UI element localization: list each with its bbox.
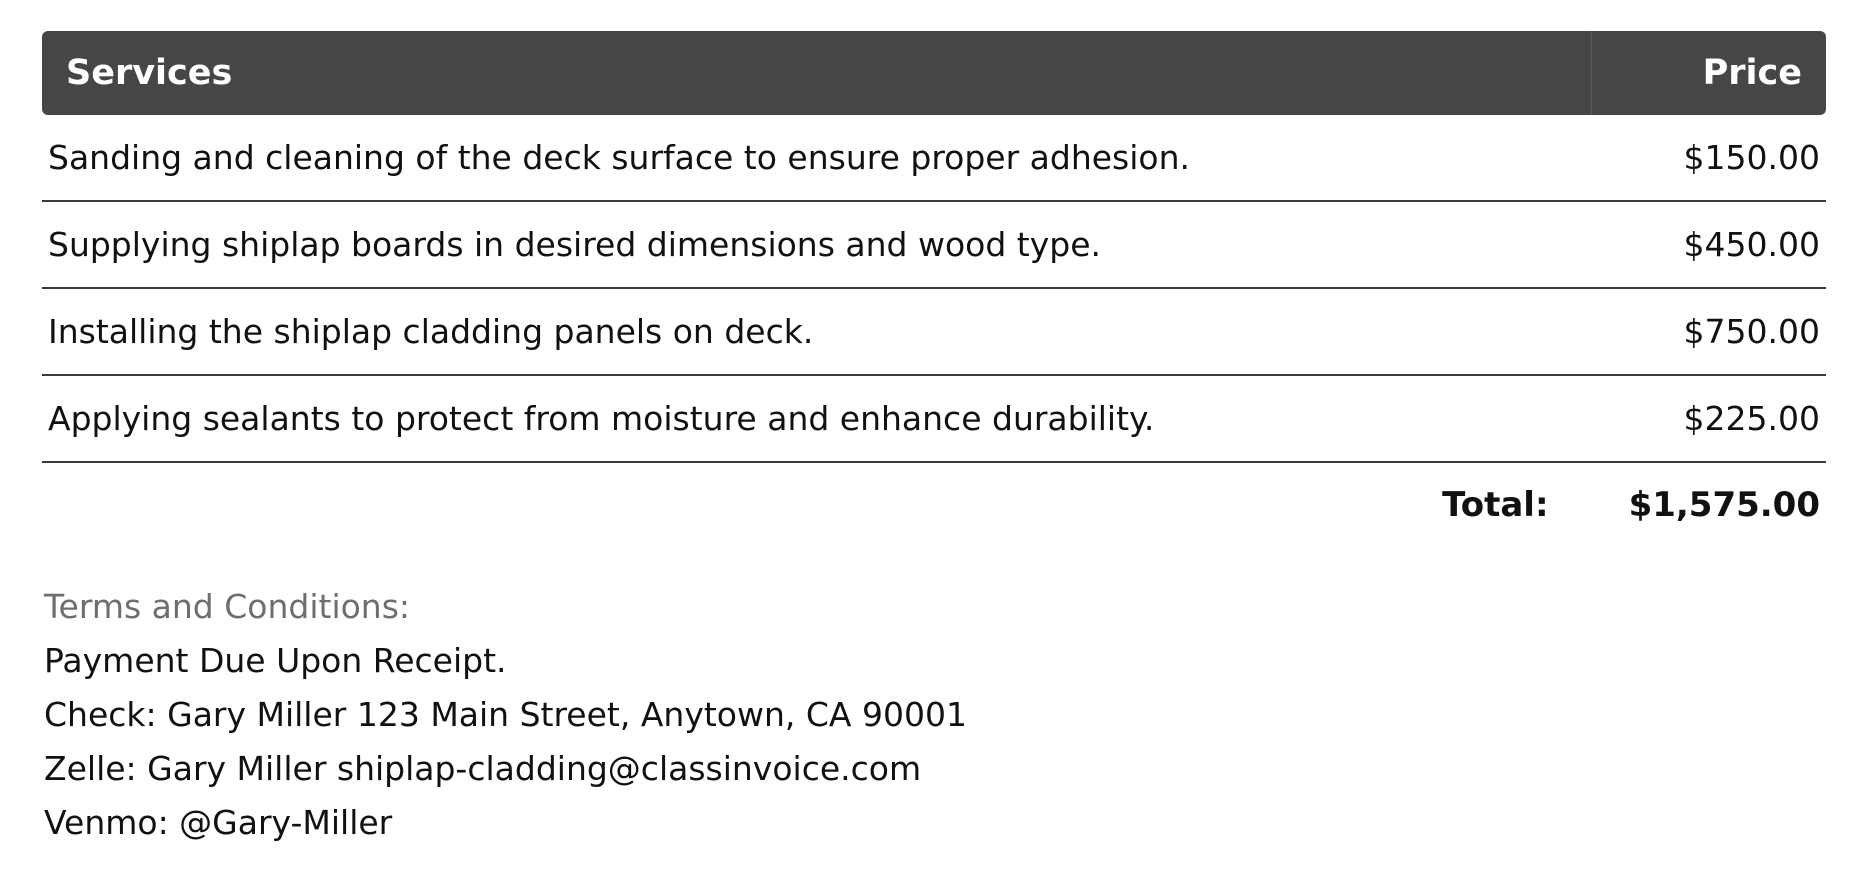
service-price: $450.00: [1683, 225, 1820, 264]
service-description: Installing the shiplap cladding panels on deck.: [48, 312, 814, 351]
terms-payment-due: Payment Due Upon Receipt.: [44, 641, 507, 680]
terms-title: Terms and Conditions:: [44, 587, 411, 626]
total-value: $1,575.00: [1628, 485, 1820, 525]
table-row: [42, 376, 1826, 463]
terms-zelle: Zelle: Gary Miller shiplap-cladding@classinvoice.com: [44, 749, 922, 788]
service-description: Applying sealants to protect from moisture and enhance durability.: [48, 399, 1155, 438]
terms-check: Check: Gary Miller 123 Main Street, Anytown, CA 90001: [44, 695, 967, 734]
table-row: [42, 289, 1826, 376]
services-column-header: Services: [66, 53, 233, 93]
service-description: Sanding and cleaning of the deck surface to ensure proper adhesion.: [48, 138, 1190, 177]
table-row: [42, 115, 1826, 202]
service-price: $225.00: [1683, 399, 1820, 438]
services-table: [42, 31, 1826, 547]
price-column-header: Price: [1591, 31, 1826, 115]
terms-section: [44, 580, 967, 850]
service-description: Supplying shiplap boards in desired dimensions and wood type.: [48, 225, 1101, 264]
service-price: $150.00: [1683, 138, 1820, 177]
table-row: [42, 202, 1826, 289]
total-row: [42, 463, 1826, 547]
terms-venmo: Venmo: @Gary-Miller: [44, 803, 393, 842]
table-header: [42, 31, 1826, 115]
service-price: $750.00: [1683, 312, 1820, 351]
total-label: Total:: [1442, 485, 1549, 525]
